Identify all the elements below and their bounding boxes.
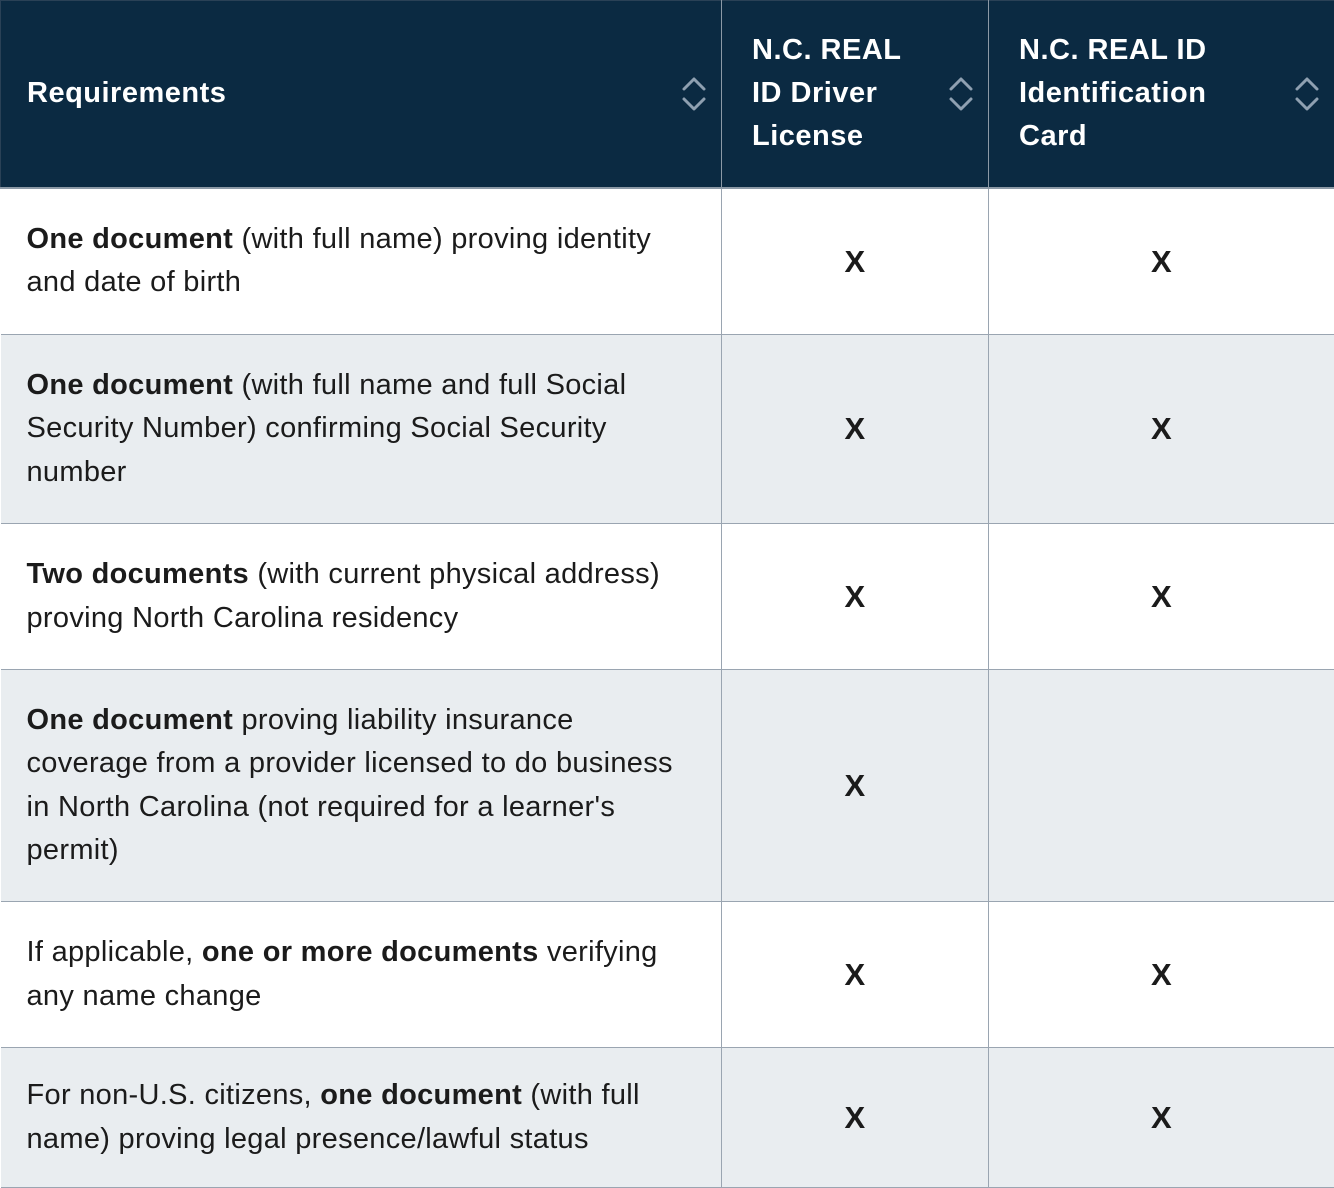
column-header-requirements[interactable] [1, 1, 722, 188]
check-mark: X [1151, 1099, 1172, 1135]
check-mark: X [1151, 578, 1172, 614]
requirement-cell [1, 902, 722, 1048]
column-header-label: Requirements [27, 77, 227, 110]
driver-license-cell [722, 524, 989, 670]
id-card-cell [989, 902, 1334, 1048]
requirement-cell [1, 524, 722, 670]
table-row [1, 902, 1334, 1048]
driver-license-cell [722, 902, 989, 1048]
check-mark: X [1151, 411, 1172, 447]
table-row [1, 670, 1334, 902]
table-body [1, 188, 1334, 1188]
id-card-cell [989, 188, 1334, 335]
check-mark: X [844, 956, 866, 992]
requirement-cell [1, 188, 722, 335]
check-mark: X [844, 767, 866, 803]
check-mark: X [1151, 243, 1172, 279]
requirement-emphasis: One document [26, 703, 234, 736]
driver-license-cell [722, 335, 989, 524]
requirement-cell [1, 670, 722, 902]
id-card-cell [989, 670, 1334, 902]
requirement-emphasis: one document [320, 1079, 523, 1111]
driver-license-cell [722, 188, 989, 335]
requirement-text: (with full name) proving legal presence/lawful status [26, 1079, 640, 1155]
requirement-text: (with current physical address) proving North Carolina residency [26, 558, 660, 634]
requirement-text: verifying any name change [26, 936, 658, 1012]
driver-license-cell [722, 1048, 989, 1188]
id-card-cell [989, 524, 1334, 670]
sort-up-down-icon[interactable] [681, 74, 707, 114]
header-row [1, 1, 1334, 188]
id-card-cell [989, 1048, 1334, 1188]
requirement-emphasis: one or more documents [201, 936, 539, 968]
requirement-emphasis: One document [26, 368, 234, 401]
column-header-driver-license[interactable] [722, 1, 989, 188]
check-mark: X [844, 1099, 866, 1135]
table-row [1, 524, 1334, 670]
table-header [1, 1, 1334, 188]
id-card-cell [989, 335, 1334, 524]
table-row [1, 188, 1334, 335]
column-header-label: N.C. REAL ID Driver License [752, 34, 901, 153]
requirement-text: proving liability insurance coverage from a provider licensed to do business in North Carolina (not required for a learner's permit) [26, 703, 673, 866]
requirement-text: (with full name and full Social Security Number) confirming Social Security number [26, 368, 627, 488]
check-mark: X [844, 243, 866, 279]
requirement-cell [1, 1048, 722, 1188]
column-header-label: N.C. REAL ID Identification Card [1019, 34, 1207, 153]
requirement-emphasis: Two documents [26, 558, 249, 590]
column-header-id-card[interactable] [989, 1, 1334, 188]
check-mark: X [844, 578, 866, 614]
requirement-prefix: For non-U.S. citizens, [26, 1079, 321, 1111]
table-row [1, 335, 1334, 524]
check-mark: X [1151, 956, 1172, 992]
driver-license-cell [722, 670, 989, 902]
requirement-prefix: If applicable, [26, 936, 202, 968]
sort-up-down-icon[interactable] [1294, 74, 1320, 114]
table-row [1, 1048, 1334, 1188]
sort-up-down-icon[interactable] [948, 74, 974, 114]
requirement-text: (with full name) proving identity and date of birth [26, 222, 652, 299]
requirement-emphasis: One document [26, 222, 234, 255]
requirement-cell [1, 335, 722, 524]
check-mark: X [844, 411, 866, 447]
